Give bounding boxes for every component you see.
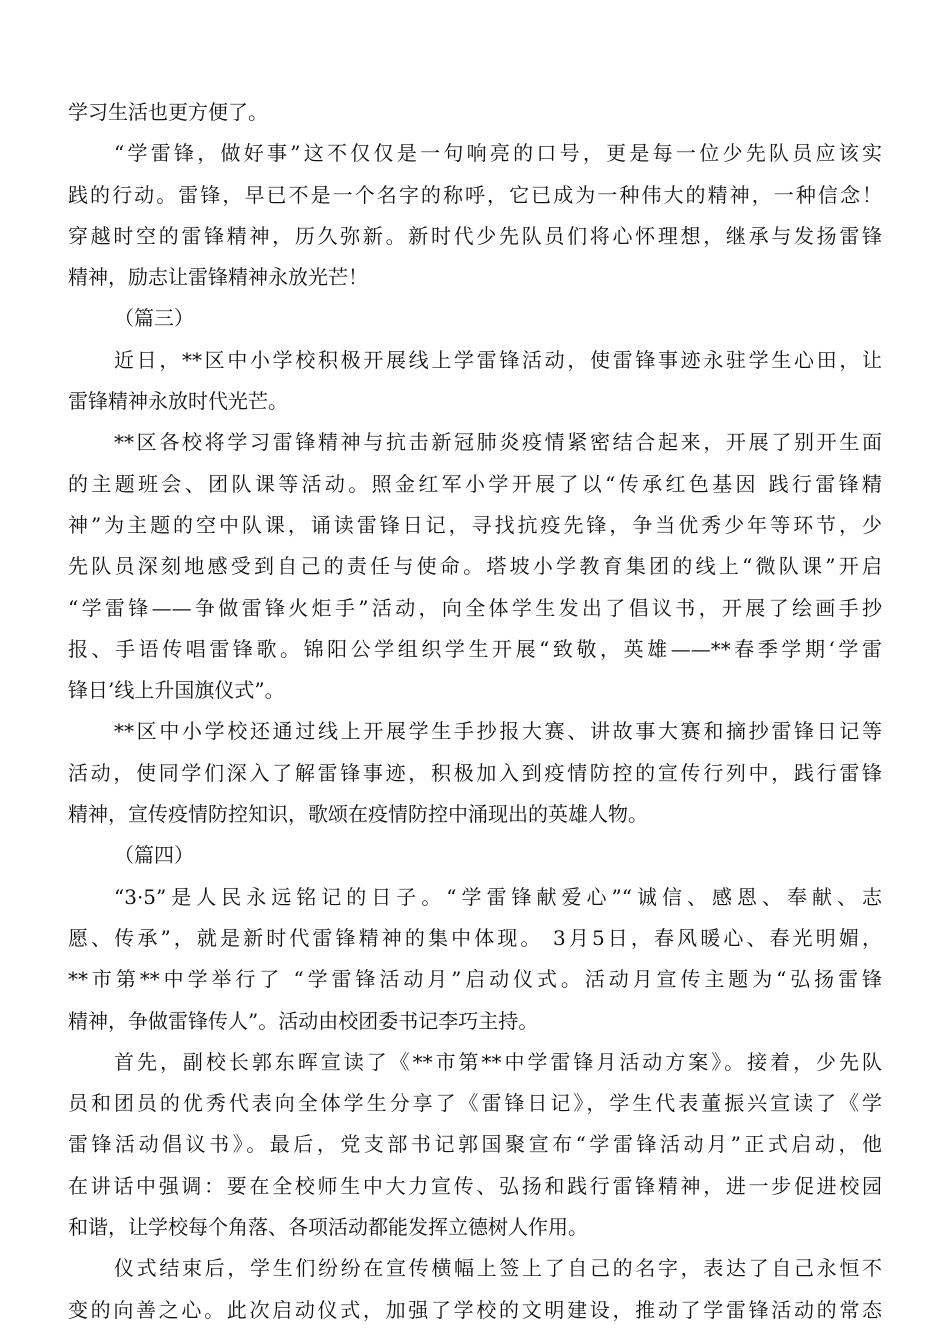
text-line: **区中小学校还通过线上开展学生手抄报大赛、讲故事大赛和摘抄雷锋日记等 (114, 719, 882, 744)
text-line: 先队员深刻地感受到自己的责任与使命。塔坡小学教育集团的线上“微队课”开启 (68, 554, 882, 579)
text-line: “学雷锋，做好事”这不仅仅是一句响亮的口号，更是每一位少先队员应该实 (114, 141, 882, 166)
text-line: “学雷锋——争做雷锋火炬手”活动，向全体学生发出了倡议书，开展了绘画手抄 (68, 595, 882, 620)
text-line: 精神，励志让雷锋精神永放光芒！ (68, 265, 368, 290)
text-line: 在讲话中强调：要在全校师生中大力宣传、弘扬和践行雷锋精神，进一步促进校园 (68, 1173, 882, 1198)
text-line: 员和团员的优秀代表向全体学生分享了《雷锋日记》，学生代表董振兴宣读了《学 (68, 1091, 882, 1116)
text-line: 精神，争做雷锋传人”。活动由校团委书记李巧主持。 (68, 1008, 539, 1033)
text-line: 学习生活也更方便了。 (68, 100, 268, 124)
text-line: 近日，**区中小学校积极开展线上学雷锋活动，使雷锋事迹永驻学生心田，让 (114, 347, 882, 372)
text-line: 愿、传承”，就是新时代雷锋精神的集中体现。 3月5日，春风暖心、春光明媚， (68, 925, 882, 950)
text-line: 雷锋活动倡议书》。最后，党支部书记郭国聚宣布“学雷锋活动月”正式启动，他 (68, 1132, 882, 1157)
text-line: 报、手语传唱雷锋歌。锦阳公学组织学生开展“致敬，英雄——**春季学期‘学雷 (68, 636, 882, 661)
text-line: 活动，使同学们深入了解雷锋事迹，积极加入到疫情防控的宣传行列中，践行雷锋 (68, 760, 882, 785)
text-line: **区各校将学习雷锋精神与抗击新冠肺炎疫情紧密结合起来，开展了别开生面 (114, 430, 882, 455)
text-line: 和谐，让学校每个角落、各项活动都能发挥立德树人作用。 (68, 1215, 588, 1240)
text-line: 践的行动。雷锋，早已不是一个名字的称呼，它已成为一种伟大的精神，一种信念！ (68, 182, 882, 207)
text-line: 仪式结束后，学生们纷纷在宣传横幅上签上了自己的名字，表达了自己永恒不 (114, 1256, 882, 1281)
text-line: 神”为主题的空中队课，诵读雷锋日记，寻找抗疫先锋，争当优秀少年等环节，少 (68, 512, 882, 537)
section-heading: （篇三） (114, 306, 194, 331)
text-line: 的主题班会、团队课等活动。照金红军小学开展了以“传承红色基因 践行雷锋精 (68, 471, 882, 496)
text-line: 精神，宣传疫情防控知识，歌颂在疫情防控中涌现出的英雄人物。 (68, 802, 648, 827)
text-line: 锋日’线上升国旗仪式”。 (68, 678, 285, 703)
text-line: 首先，副校长郭东晖宣读了《**市第**中学雷锋月活动方案》。接着，少先队 (114, 1049, 882, 1074)
text-line: 雷锋精神永放时代光芒。 (68, 389, 288, 414)
text-line: 变的向善之心。此次启动仪式，加强了学校的文明建设，推动了学雷锋活动的常态 (68, 1297, 882, 1322)
section-heading: （篇四） (114, 843, 194, 868)
document-page (68, 92, 882, 1331)
text-line: “3·5”是人民永远铭记的日子。“学雷锋献爱心”“诚信、感恩、奉献、志 (114, 884, 882, 909)
text-line: 穿越时空的雷锋精神，历久弥新。新时代少先队员们将心怀理想，继承与发扬雷锋 (68, 223, 882, 248)
text-line: **市第**中学举行了 “学雷锋活动月”启动仪式。活动月宣传主题为“弘扬雷锋 (68, 967, 882, 992)
